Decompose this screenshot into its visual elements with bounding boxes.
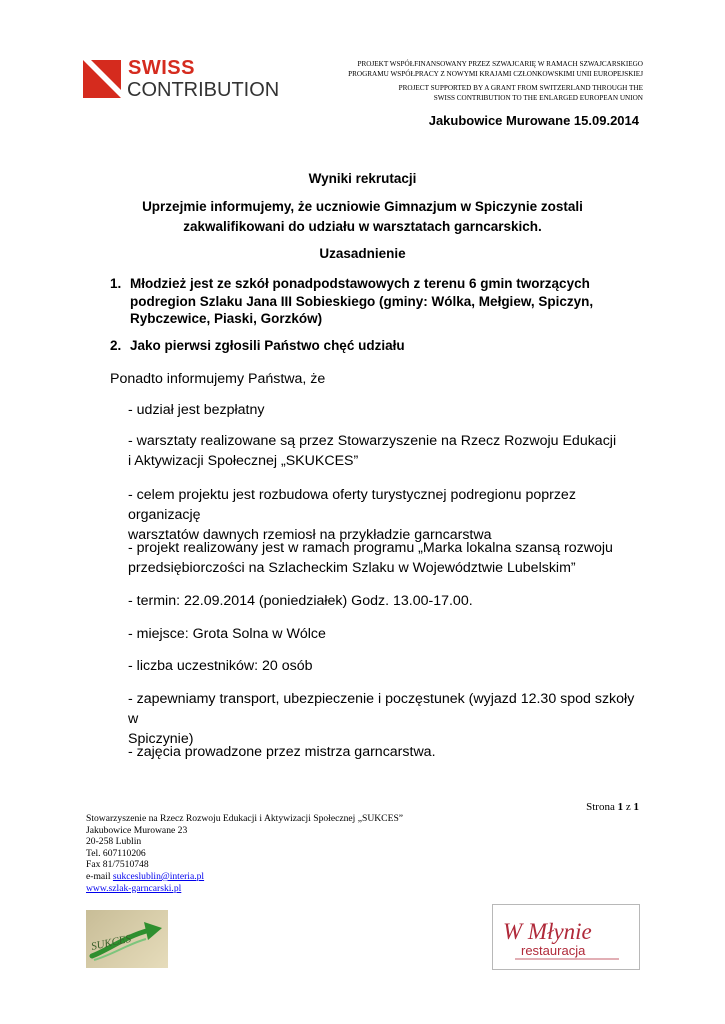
info-item-line: - warsztaty realizowane są przez Stowarzyszenie na Rzecz Rozwoju Edukacji — [128, 433, 617, 449]
intro-line2: zakwalifikowani do udziału w warsztatach garncarskich. — [183, 219, 542, 234]
numbered-item-1 — [110, 275, 630, 328]
footer-city: 20-258 Lublin — [86, 836, 142, 848]
intro-paragraph — [90, 197, 635, 237]
further-info-intro: Ponadto informujemy Państwa, że — [110, 371, 326, 387]
numbered-item-line: Rybczewice, Piaski, Gorzków) — [130, 311, 323, 326]
swiss-logo-diagonal-icon — [83, 60, 121, 98]
info-item-program — [128, 538, 648, 578]
footer-fax: Fax 81/7510748 — [86, 859, 149, 871]
footer-web-row — [86, 883, 403, 895]
header-pl-line1: PROJEKT WSPÓŁFINANSOWANY PRZEZ SZWAJCARIĘ W RAMACH SZWAJCARSKIEGO — [357, 60, 643, 68]
page-sep: z — [625, 801, 631, 813]
info-item-line: warsztatów dawnych rzemiosł na przykładzie garncarstwa — [128, 527, 492, 543]
document-title: Wyniki rekrutacji — [308, 171, 417, 186]
info-item-goal — [128, 485, 648, 545]
page-number — [586, 801, 639, 813]
intro-line1: Uprzejmie informujemy, że uczniowie Gimnazjum w Spiczynie zostali — [142, 199, 583, 214]
page-label: Strona — [586, 801, 615, 813]
logo-text-contribution: CONTRIBUTION — [127, 79, 280, 101]
header-en-line2: SWISS CONTRIBUTION TO THE ENLARGED EUROPEAN UNION — [433, 93, 643, 102]
info-item-line: - projekt realizowany jest w ramach programu „Marka lokalna szansą rozwoju — [128, 540, 613, 556]
justification-heading: Uzasadnienie — [319, 246, 406, 261]
info-item-line: Spiczynie) — [128, 731, 194, 747]
logo-text-swiss: SWISS — [128, 57, 195, 79]
footer-email-row — [86, 871, 403, 883]
numbered-item-line: Młodzież jest ze szkół ponadpodstawowych z terenu 6 gmin tworzących — [130, 276, 590, 291]
header-polish — [313, 60, 643, 79]
info-item-line: - zapewniamy transport, ubezpieczenie i poczęstunek (wyjazd 12.30 spod szkoły w — [128, 691, 635, 727]
w-mlynie-sub-text: restauracja — [521, 943, 586, 958]
w-mlynie-script-text: W Młynie — [503, 919, 592, 944]
swiss-logo-mark — [83, 60, 121, 98]
numbered-item-number: 1. — [110, 276, 122, 291]
numbered-item-line: Jako pierwsi zgłosili Państwo chęć udziału — [130, 338, 405, 353]
footer-org: Stowarzyszenie na Rzecz Rozwoju Edukacji i Aktywizacji Społecznej „SUKCES” — [86, 813, 404, 824]
footer-email-label: e-mail — [86, 870, 111, 882]
sukces-logo — [86, 910, 168, 968]
document-date: Jakubowice Murowane 15.09.2014 — [428, 113, 639, 128]
info-item-organizer — [128, 431, 648, 471]
footer-tel: Tel. 607110206 — [86, 847, 146, 859]
info-item-place: - miejsce: Grota Solna w Wólce — [128, 626, 326, 642]
footer-web-link[interactable]: www.szlak-garncarski.pl — [86, 882, 182, 894]
info-item-date: - termin: 22.09.2014 (poniedziałek) Godz. 13.00-17.00. — [128, 593, 473, 609]
info-item-transport — [128, 689, 648, 749]
numbered-item-number: 2. — [110, 338, 122, 353]
sukces-logo-text: SUKCES — [90, 932, 133, 953]
info-item-master: - zajęcia prowadzone przez mistrza garncarstwa. — [128, 744, 436, 760]
header-english — [313, 84, 643, 103]
info-item-line: i Aktywizacji Społecznej „SKUKCES” — [128, 453, 359, 469]
info-item-line: przedsiębiorczości na Szlacheckim Szlaku w Województwie Lubelskim” — [128, 560, 576, 576]
sukces-arrow-icon — [86, 910, 168, 968]
footer-contact — [86, 813, 403, 894]
numbered-item-2 — [110, 337, 630, 355]
header-pl-line2: PROGRAMU WSPÓŁPRACY Z NOWYMI KRAJAMI CZŁONKOWSKIMI UNII EUROPEJSKIEJ — [348, 69, 643, 78]
footer-street: Jakubowice Murowane 23 — [86, 824, 188, 836]
info-item-participants: - liczba uczestników: 20 osób — [128, 658, 313, 674]
info-item-free: - udział jest bezpłatny — [128, 402, 265, 418]
w-mlynie-logo — [492, 904, 640, 970]
page-current: 1 — [617, 801, 624, 813]
footer-email-link[interactable]: sukceslublin@interia.pl — [112, 870, 205, 882]
info-item-line: - celem projektu jest rozbudowa oferty turystycznej podregionu poprzez organizację — [128, 487, 576, 523]
page-total: 1 — [633, 801, 639, 813]
header-en-line1: PROJECT SUPPORTED BY A GRANT FROM SWITZERLAND THROUGH THE — [398, 84, 643, 92]
w-mlynie-mark — [493, 905, 639, 969]
numbered-item-line: podregion Szlaku Jana III Sobieskiego (gminy: Wólka, Mełgiew, Spiczyn, — [130, 293, 594, 309]
